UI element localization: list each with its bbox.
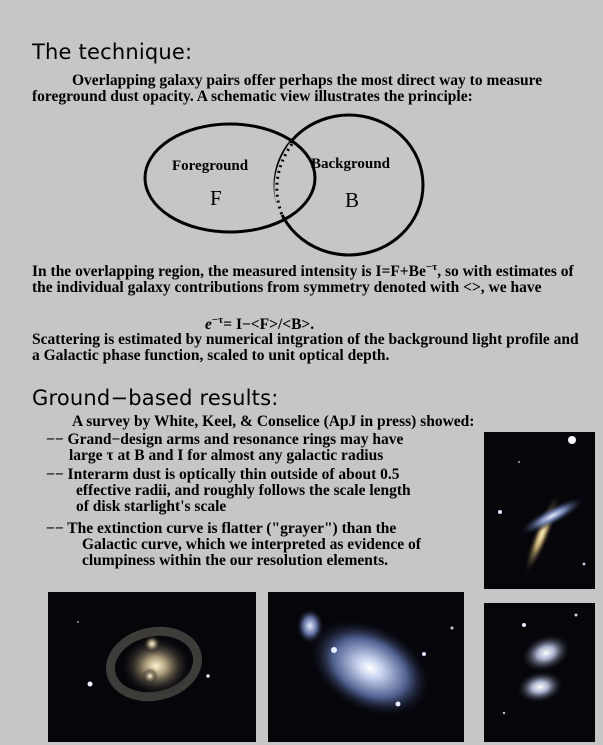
- result-item-3-line3: clumpiness within the our resolution elements.: [82, 552, 388, 569]
- result-item-2-line3: of disk starlight's scale: [76, 498, 227, 515]
- dash-marker: −−: [46, 520, 64, 537]
- equation-tau: −τ: [211, 314, 224, 326]
- result-item-3-line2: Galactic curve, which we interpreted as evidence of: [82, 536, 421, 553]
- survey-line: A survey by White, Keel, & Conselice (ApJ in press) showed:: [72, 413, 475, 430]
- result-item-1: [46, 432, 486, 464]
- result-item-1-line1: Grand−design arms and resonance rings may have: [67, 431, 404, 448]
- foreground-ellipse: [145, 124, 315, 232]
- galaxy-photo-interacting-pair: [484, 603, 595, 742]
- result-item-3: [46, 521, 486, 569]
- result-item-2: [46, 467, 486, 515]
- overlap-paragraph: [32, 259, 582, 296]
- results-heading: Ground−based results:: [32, 386, 279, 410]
- dash-marker: −−: [46, 431, 64, 448]
- background-label: Background: [311, 156, 390, 172]
- technique-intro-text: Overlapping galaxy pairs offer perhaps the most direct way to measure foreground dust opacity. A schematic view illustrates the principle:: [32, 72, 543, 105]
- dash-marker: −−: [46, 466, 64, 483]
- technique-heading: The technique:: [32, 40, 193, 64]
- result-item-2-line2: effective radii, and roughly follows the scale length: [76, 482, 411, 499]
- result-item-2-line1: Interarm dust is optically thin outside of about 0.5: [67, 466, 400, 483]
- technique-intro: [32, 73, 577, 105]
- result-item-1-line2: large τ at B and I for almost any galactic radius: [69, 447, 384, 464]
- scattering-paragraph: Scattering is estimated by numerical intgration of the background light profile and a Galactic phase function, scaled to unit optical depth.: [32, 331, 579, 364]
- foreground-label: Foreground: [172, 158, 249, 174]
- overlap-diagram: [140, 112, 440, 262]
- overlap-text-2: , so with estimates of the individual galaxy contributions from symmetry denoted with <>, we have: [32, 263, 574, 297]
- galaxy-photo-blue-spiral: [268, 592, 464, 742]
- foreground-letter: F: [210, 186, 222, 210]
- background-ellipse: [275, 115, 423, 255]
- overlap-tau: −τ: [425, 261, 438, 273]
- overlap-text-1: In the overlapping region, the measured intensity is I=F+Be: [32, 263, 426, 281]
- equation-e: e: [205, 316, 212, 334]
- galaxy-photo-ring-pair: [48, 592, 256, 742]
- result-item-3-line1: The extinction curve is flatter ("grayer") than the: [67, 520, 397, 537]
- background-letter: B: [345, 188, 360, 212]
- equation-rest: = I−<F>/<B>.: [223, 316, 315, 334]
- galaxy-photo-edge-on-pair: [484, 432, 595, 589]
